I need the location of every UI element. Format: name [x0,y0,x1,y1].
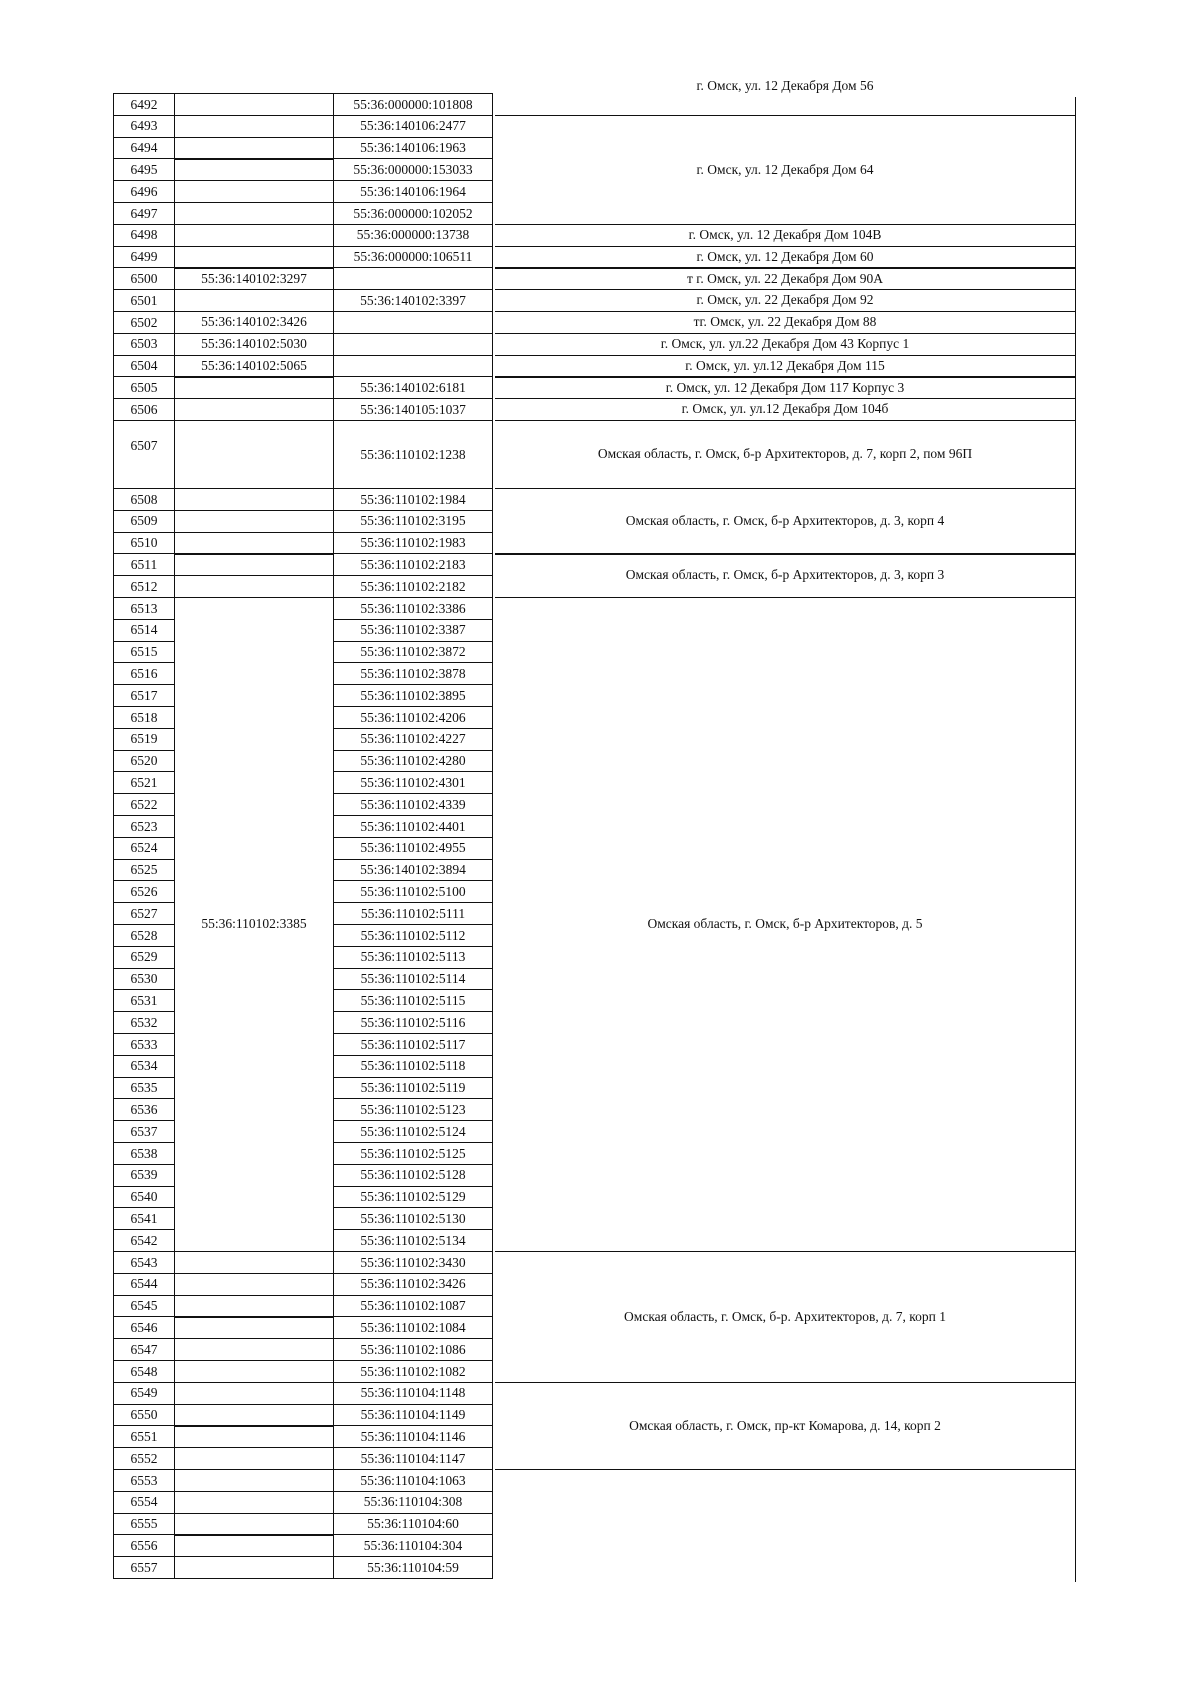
cadastral-number-cell: 55:36:110102:3430 [333,1251,493,1274]
row-number-cell: 6535 [113,1077,175,1100]
building-column-rule [175,1273,333,1274]
row-number-cell: 6556 [113,1534,175,1557]
cadastral-number-cell: 55:36:110102:3386 [333,597,493,620]
row-number-cell: 6499 [113,246,175,269]
building-column-rule [175,246,333,247]
cadastral-number-cell: 55:36:110102:5116 [333,1011,493,1034]
row-number-cell: 6527 [113,902,175,925]
row-number-cell: 6531 [113,989,175,1012]
building-cadastral-number: 55:36:110102:3385 [201,916,307,932]
row-number-cell: 6530 [113,968,175,991]
cadastral-number-cell: 55:36:110102:1084 [333,1316,493,1339]
row-number-cell: 6557 [113,1556,175,1579]
building-column-rule [175,376,333,377]
row-number-cell: 6553 [113,1469,175,1492]
building-column-rule [175,1491,333,1492]
cadastral-number-cell [333,311,493,334]
row-number-cell: 6550 [113,1404,175,1427]
row-number-cell: 6516 [113,662,175,685]
address-text: Омская область, г. Омск, б-р. Архитекторов, д. 7, корп 1 [624,1308,946,1324]
cadastral-number-cell: 55:36:000000:102052 [333,202,493,225]
row-number-cell: 6524 [113,837,175,860]
row-number-cell: 6520 [113,750,175,773]
row-number-cell: 6508 [113,488,175,511]
cadastral-number-cell: 55:36:140106:1963 [333,137,493,160]
cadastral-number-cell: 55:36:110102:4339 [333,793,493,816]
row-number-cell: 6532 [113,1011,175,1034]
row-number-cell: 6521 [113,771,175,794]
cadastral-number-cell: 55:36:110104:1147 [333,1447,493,1470]
row-number-cell: 6496 [113,180,175,203]
cadastral-number-cell: 55:36:110102:1983 [333,532,493,555]
cadastral-number-cell: 55:36:110102:5114 [333,968,493,991]
cadastral-number-cell: 55:36:110104:1149 [333,1404,493,1427]
row-number-cell: 6549 [113,1382,175,1405]
row-number-cell: 6504 [113,355,175,378]
row-number-cell: 6513 [113,597,175,620]
cadastral-number-cell: 55:36:110102:5128 [333,1164,493,1187]
cadastral-number-cell [333,355,493,378]
address-column-right-border [1075,97,1076,1582]
building-column-rule [175,289,333,290]
building-column-rule [175,1360,333,1361]
cadastral-number-cell: 55:36:110102:1984 [333,488,493,511]
row-number-cell: 6547 [113,1338,175,1361]
address-text: г. Омск, ул. 12 Декабря Дом 56 [696,79,874,93]
building-cadastral-number: 55:36:140102:5030 [201,335,307,351]
address-text: г. Омск, ул. 12 Декабря Дом 104В [688,226,882,242]
row-number-cell: 6541 [113,1207,175,1230]
building-column-rule [175,1556,333,1557]
cadastral-number-cell: 55:36:110102:3872 [333,641,493,664]
cadastral-number-cell: 55:36:110102:1086 [333,1338,493,1361]
cadastral-number-cell: 55:36:000000:101808 [333,93,493,116]
building-column-rule [175,1404,333,1405]
cadastral-number-cell: 55:36:110102:3195 [333,510,493,533]
cadastral-number-cell: 55:36:110102:3426 [333,1273,493,1296]
address-text: Омская область, г. Омск, пр-кт Комарова, д. 14, корп 2 [629,1417,941,1433]
row-number-cell: 6548 [113,1360,175,1383]
cadastral-number-cell: 55:36:110102:5134 [333,1229,493,1252]
row-number-cell: 6515 [113,641,175,664]
cadastral-number-cell: 55:36:110102:4301 [333,771,493,794]
cadastral-number-cell [333,333,493,356]
address-text: г. Омск, ул. ул.12 Декабря Дом 104б [681,401,889,417]
cadastral-number-cell: 55:36:140102:3397 [333,289,493,312]
row-number-cell: 6528 [113,924,175,947]
cadastral-number-cell: 55:36:110102:5130 [333,1207,493,1230]
row-number-cell: 6555 [113,1513,175,1536]
building-column-rule [175,1447,333,1448]
cadastral-number-cell: 55:36:110102:5125 [333,1142,493,1165]
building-column-rule [175,1469,333,1470]
cadastral-number-cell: 55:36:110102:5111 [333,902,493,925]
row-number-cell: 6500 [113,267,175,290]
row-number-cell: 6506 [113,398,175,421]
cadastral-number-cell: 55:36:110104:308 [333,1491,493,1514]
address-text: Омская область, г. Омск, б-р Архитекторов, д. 7, корп 2, пом 96П [597,446,973,462]
row-number-cell: 6540 [113,1186,175,1209]
building-cadastral-number: 55:36:140102:3297 [201,270,307,286]
row-number-cell: 6512 [113,575,175,598]
row-number-cell: 6495 [113,158,175,181]
cadastral-number-cell: 55:36:110102:2183 [333,553,493,576]
row-number-cell: 6494 [113,137,175,160]
row-number-cell: 6510 [113,532,175,555]
cadastral-number-cell: 55:36:110102:2182 [333,575,493,598]
address-text: Омская область, г. Омск, б-р Архитекторов, д. 3, корп 4 [625,512,945,528]
cadastral-number-cell: 55:36:110104:1148 [333,1382,493,1405]
cadastral-number-cell: 55:36:110102:5112 [333,924,493,947]
cadastral-number-cell: 55:36:110102:4401 [333,815,493,838]
row-number-cell: 6503 [113,333,175,356]
cadastral-number-cell: 55:36:000000:13738 [333,224,493,247]
building-column-rule [175,180,333,181]
building-column-rule [175,532,333,533]
address-text: г. Омск, ул. 12 Декабря Дом 64 [696,161,874,177]
building-column-rule [175,1295,333,1296]
address-text: т г. Омск, ул. 22 Декабря Дом 90А [687,270,883,286]
address-text: Омская область, г. Омск, б-р Архитекторов, д. 5 [647,916,923,932]
building-column-rule [175,1513,333,1514]
building-column-rule [175,575,333,576]
row-number-cell: 6554 [113,1491,175,1514]
cadastral-number-cell: 55:36:110102:4280 [333,750,493,773]
cadastral-number-cell: 55:36:110102:1238 [333,420,493,489]
address-text: г. Омск, ул. ул.12 Декабря Дом 115 [685,357,885,373]
building-column-rule [175,158,333,159]
row-number-cell: 6542 [113,1229,175,1252]
row-number-cell: 6492 [113,93,175,116]
cadastral-number-cell: 55:36:110102:5115 [333,989,493,1012]
row-number-cell: 6511 [113,553,175,576]
cadastral-number-cell: 55:36:110102:3895 [333,684,493,707]
row-number-cell: 6539 [113,1164,175,1187]
row-number-cell: 6517 [113,684,175,707]
row-number-cell: 6497 [113,202,175,225]
row-number-cell: 6536 [113,1098,175,1121]
cadastral-number-cell: 55:36:110102:1082 [333,1360,493,1383]
row-number-cell: 6544 [113,1273,175,1296]
address-text: Омская область, г. Омск, б-р Архитекторов, д. 3, корп 3 [625,567,945,583]
address-text [495,1469,1075,1578]
cadastral-number-cell: 55:36:110102:5123 [333,1098,493,1121]
cadastral-number-cell: 55:36:110104:1146 [333,1425,493,1448]
building-cadastral-number: 55:36:140102:3426 [201,314,307,330]
cadastral-number-cell: 55:36:110102:3878 [333,662,493,685]
cadastral-number-cell: 55:36:140102:3894 [333,859,493,882]
building-column-rule [175,488,333,489]
cadastral-number-cell: 55:36:110102:4206 [333,706,493,729]
row-number-cell: 6533 [113,1033,175,1056]
building-column-rule [175,1338,333,1339]
cadastral-number-cell: 55:36:110102:5119 [333,1077,493,1100]
building-column-rule [175,1578,333,1579]
building-column-rule [175,137,333,138]
row-number-cell: 6509 [113,510,175,533]
cadastral-number-cell: 55:36:110102:5100 [333,880,493,903]
building-column-rule [175,553,333,554]
row-number-cell: 6537 [113,1120,175,1143]
cadastral-number-cell: 55:36:110102:5117 [333,1033,493,1056]
building-column-rule [175,202,333,203]
cadastral-number-cell: 55:36:000000:106511 [333,246,493,269]
row-number-cell: 6526 [113,880,175,903]
building-column-rule [175,1316,333,1317]
row-number-cell: 6543 [113,1251,175,1274]
row-number-cell: 6493 [113,115,175,138]
row-number-cell: 6502 [113,311,175,334]
address-text: тг. Омск, ул. 22 Декабря Дом 88 [693,314,877,330]
cadastral-number-cell [333,267,493,290]
cadastral-number-cell: 55:36:110104:59 [333,1556,493,1579]
cadastral-number-cell: 55:36:110104:304 [333,1534,493,1557]
row-number-cell: 6545 [113,1295,175,1318]
cadastral-number-cell: 55:36:110102:1087 [333,1295,493,1318]
cadastral-number-cell: 55:36:110102:5124 [333,1120,493,1143]
building-column-rule [175,1251,333,1252]
building-column-rule [175,93,333,94]
row-number-cell: 6523 [113,815,175,838]
row-number-cell: 6546 [113,1316,175,1339]
row-number-cell: 6551 [113,1425,175,1448]
building-column-rule [175,420,333,421]
cadastral-number-cell: 55:36:140106:1964 [333,180,493,203]
building-column-rule [175,1534,333,1535]
row-number-cell: 6505 [113,376,175,399]
row-number-cell: 6525 [113,859,175,882]
cadastral-number-cell: 55:36:140105:1037 [333,398,493,421]
row-number-cell: 6514 [113,619,175,642]
row-number-cell: 6518 [113,706,175,729]
row-number-cell: 6522 [113,793,175,816]
cadastral-number-cell: 55:36:110102:4955 [333,837,493,860]
row-number-cell: 6519 [113,728,175,751]
address-text: г. Омск, ул. ул.22 Декабря Дом 43 Корпус 1 [660,335,910,351]
cadastral-number-cell: 55:36:110102:5113 [333,946,493,969]
cadastral-number-cell: 55:36:110102:3387 [333,619,493,642]
row-number-cell: 6534 [113,1055,175,1078]
building-column-rule [175,224,333,225]
row-number-cell: 6498 [113,224,175,247]
row-number-cell: 6529 [113,946,175,969]
cadastral-number-cell: 55:36:140102:6181 [333,376,493,399]
building-column-rule [175,115,333,116]
building-column-rule [175,1382,333,1383]
row-number-cell: 6552 [113,1447,175,1470]
address-text: г. Омск, ул. 12 Декабря Дом 60 [696,248,874,264]
row-number-cell: 6501 [113,289,175,312]
cadastral-number-cell: 55:36:000000:153033 [333,158,493,181]
building-column-rule [175,398,333,399]
cadastral-number-cell: 55:36:110104:60 [333,1513,493,1536]
cadastral-number-cell: 55:36:110102:5129 [333,1186,493,1209]
row-number-cell: 6507 [113,420,175,489]
address-text: г. Омск, ул. 22 Декабря Дом 92 [696,292,874,308]
row-number-cell: 6538 [113,1142,175,1165]
address-text: г. Омск, ул. 12 Декабря Дом 117 Корпус 3 [665,379,905,395]
building-column-rule [175,1425,333,1426]
cadastral-number-cell: 55:36:140106:2477 [333,115,493,138]
building-column-rule [175,510,333,511]
cadastral-number-cell: 55:36:110102:4227 [333,728,493,751]
cadastral-number-cell: 55:36:110102:5118 [333,1055,493,1078]
building-cadastral-number: 55:36:140102:5065 [201,357,307,373]
cadastral-number-cell: 55:36:110104:1063 [333,1469,493,1492]
